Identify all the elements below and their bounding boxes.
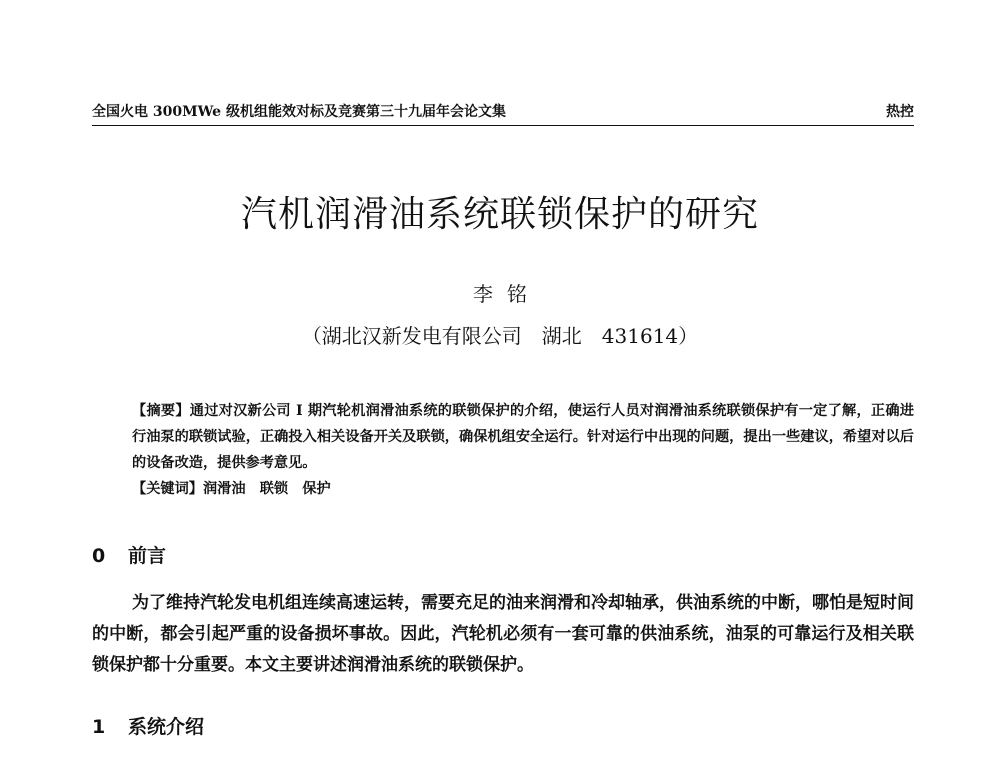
- section-title: 系统介绍: [128, 716, 205, 738]
- header-journal-title: 全国火电 300MWe 级机组能效对标及竞赛第三十九届年会论文集: [92, 104, 506, 120]
- paper-affiliation: （湖北汉新发电有限公司 湖北 431614）: [301, 324, 699, 348]
- body-paragraph: 为了维持汽轮发电机组连续高速运转，需要充足的油来润滑和冷却轴承，供油系统的中断，哪怕是短时间的中断，都会引起严重的设备损坏事故。因此，汽轮机必须有一套可靠的供油系统，油泵的可靠运行及相关联锁保护都十分重要。本文主要讲述润滑油系统的联锁保护。: [92, 593, 914, 675]
- section-intro-body: [92, 588, 914, 681]
- abstract-text: 通过对汉新公司 I 期汽轮机润滑油系统的联锁保护的介绍，使运行人员对润滑油系统联锁保护有一定了解，正确进行油泵的联锁试验，正确投入相关设备开关及联锁，确保机组安全运行。针对运行中出现的问题，提出一些建议，希望对以后的设备改造，提供参考意见。: [132, 403, 914, 471]
- abstract-label: 【摘要】: [132, 403, 190, 419]
- section-heading-intro: [92, 542, 166, 570]
- section-number: 1: [92, 716, 106, 738]
- abstract-block: [92, 398, 914, 502]
- running-header: [92, 101, 914, 126]
- abstract-paragraph: [92, 398, 914, 476]
- header-section-tag: 热控: [886, 104, 914, 120]
- paper-author: 李铭: [473, 282, 541, 306]
- keywords-text: 润滑油 联锁 保护: [202, 481, 331, 497]
- section-title: 前言: [128, 545, 167, 567]
- paper-title: 汽机润滑油系统联锁保护的研究: [240, 194, 759, 235]
- keywords-line: [92, 476, 914, 502]
- section-number: 0: [92, 545, 106, 567]
- keywords-label: 【关键词】: [132, 481, 203, 497]
- section-heading-system: [92, 713, 204, 741]
